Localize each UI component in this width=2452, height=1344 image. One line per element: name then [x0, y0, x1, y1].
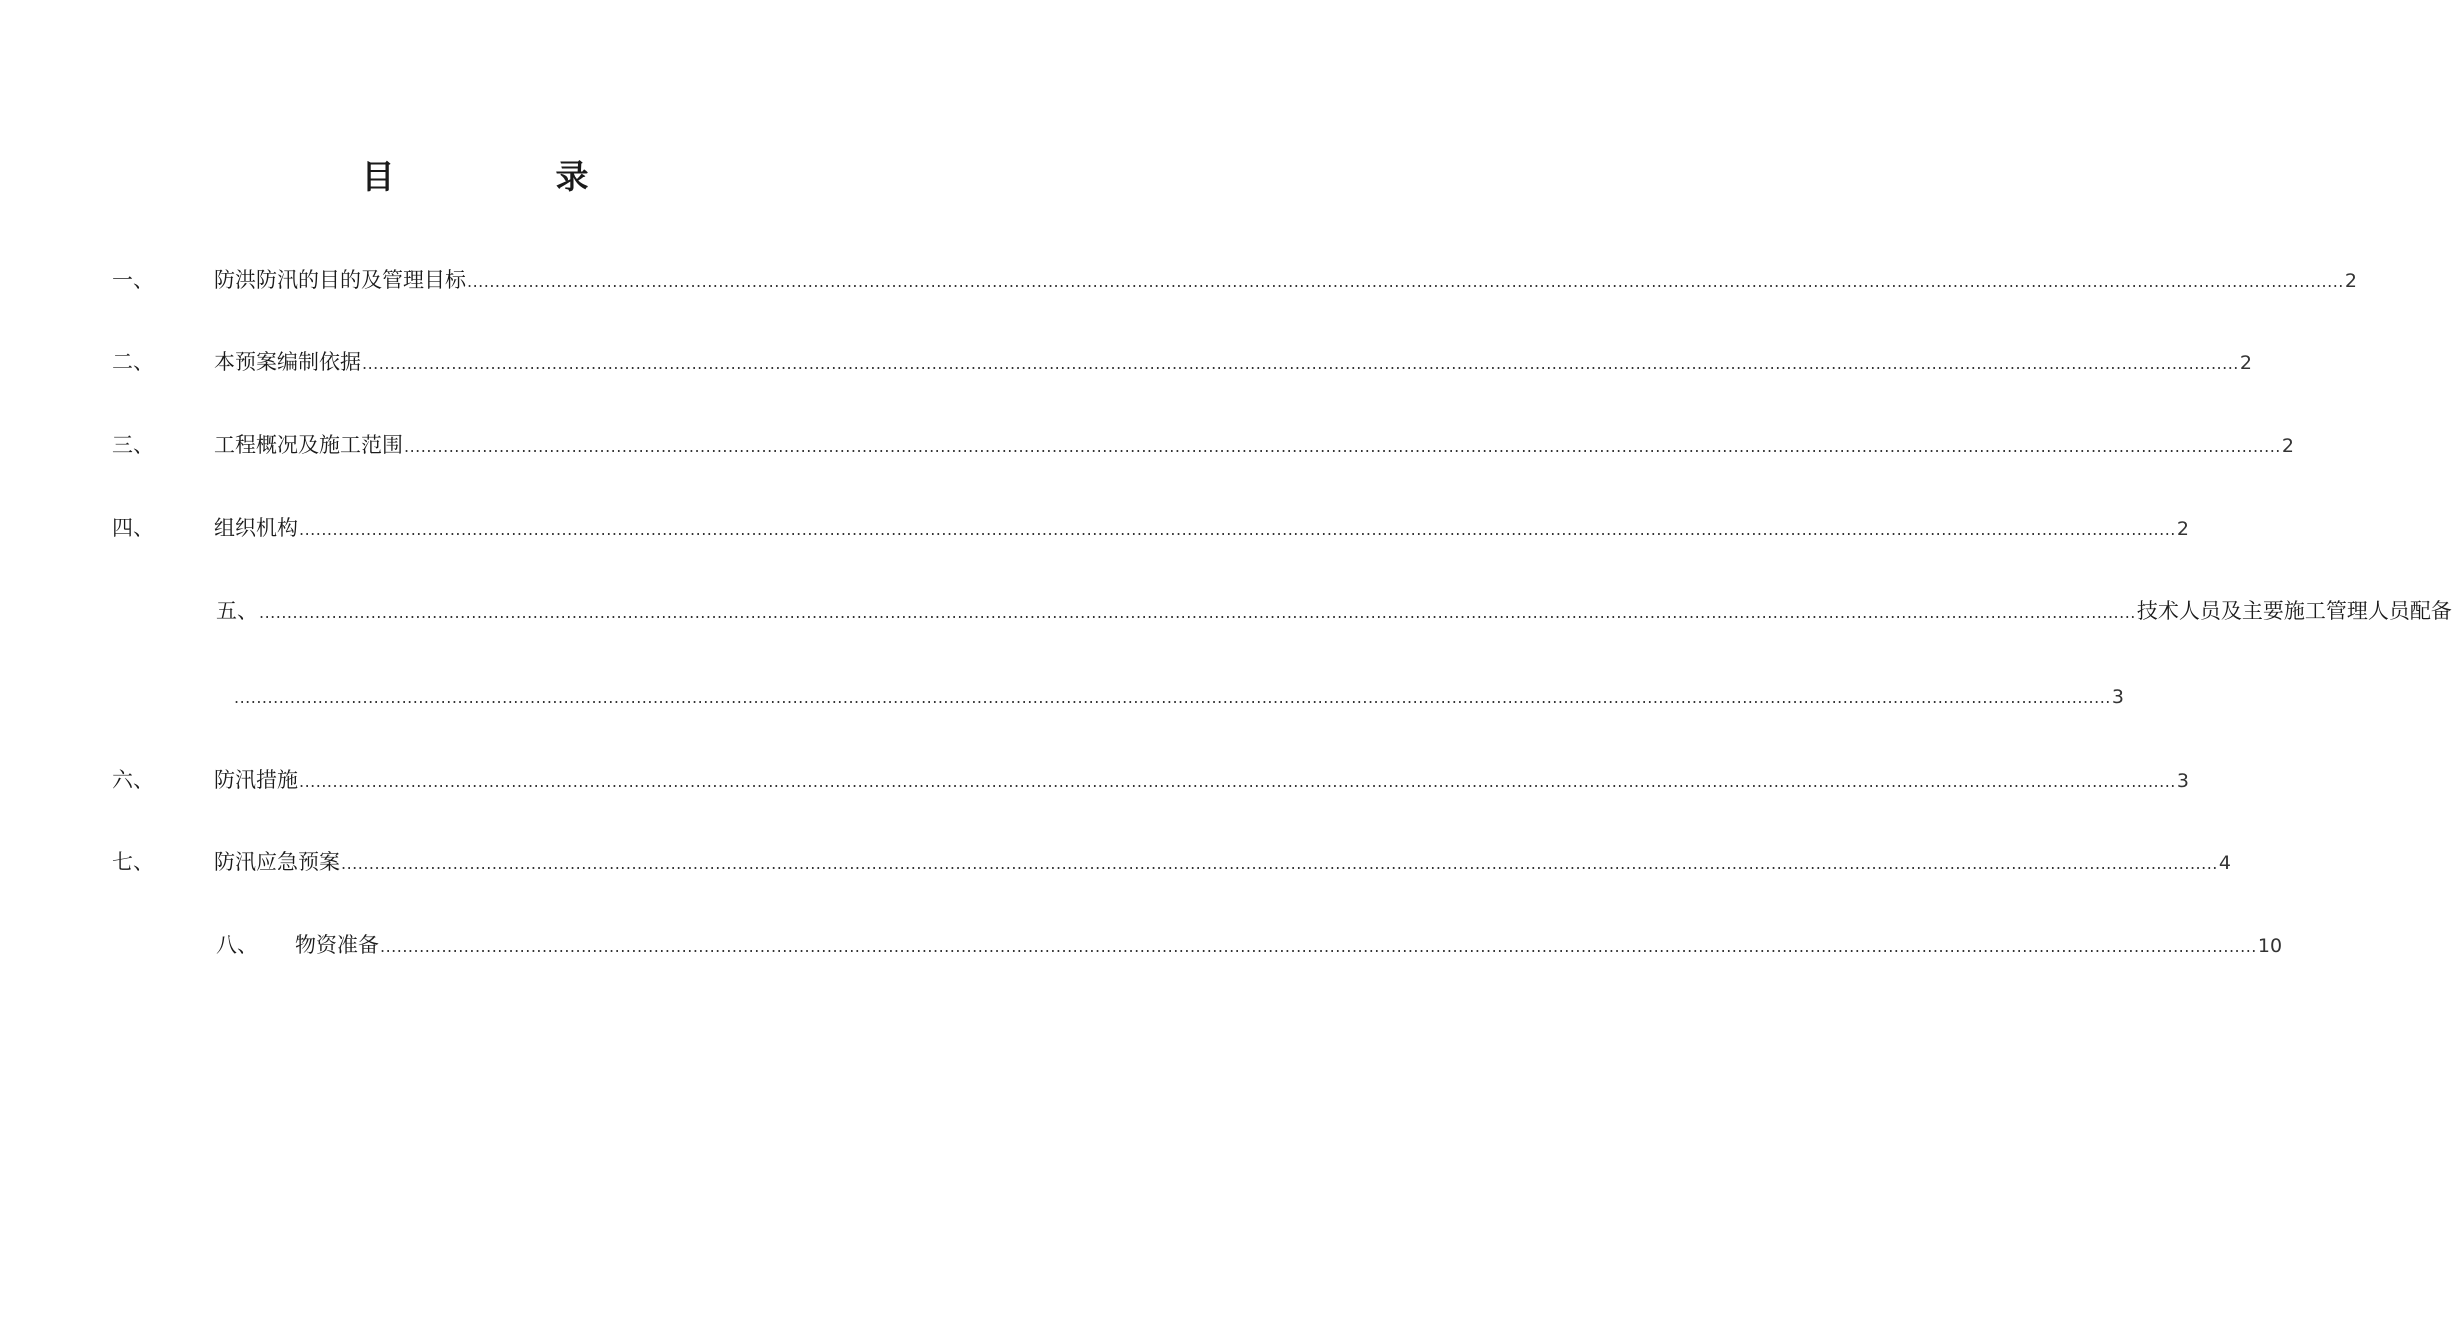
toc-dot-leader: ................................................................................................................................................................................................................................................................................................................................................: [362, 354, 2239, 373]
toc-dot-leader: ................................................................................................................................................................................................................................................................................................................................................: [380, 937, 2257, 956]
toc-dot-leader: ................................................................................................................................................................................................................................................................................................................................................: [299, 520, 2176, 539]
toc-entry-number: 一、: [112, 268, 154, 292]
toc-page-number: 2: [2281, 435, 2294, 457]
toc-entry-5-continuation[interactable]: [233, 682, 2124, 712]
toc-page-number: 4: [2218, 852, 2231, 874]
toc-entry-title: 防汛应急预案: [214, 850, 340, 874]
toc-entry-title: 技术人员及主要施工管理人员配备: [2136, 599, 2452, 623]
toc-page-number: 10: [2257, 935, 2283, 957]
page-title: 目 录: [361, 157, 653, 196]
toc-page-number: 2: [2344, 270, 2357, 292]
toc-entry-title: 防汛措施: [214, 768, 298, 792]
toc-entry-title: 防洪防汛的目的及管理目标: [214, 268, 466, 292]
toc-entry-8[interactable]: [216, 930, 2283, 960]
toc-dot-leader: ................................................................................................................................................................................................................................................................................................................................................: [467, 272, 2344, 291]
toc-page-number: 3: [2176, 770, 2189, 792]
toc-entry-7[interactable]: [112, 847, 2231, 877]
toc-entry-number: 四、: [112, 516, 154, 540]
toc-entry-number: 二、: [112, 350, 154, 374]
toc-entry-number: 六、: [112, 768, 154, 792]
toc-entry-title: 物资准备: [295, 933, 379, 957]
toc-dot-leader: ................................................................................................................................................................................................................................................................................................................................................: [341, 854, 2218, 873]
toc-entry-title: 组织机构: [214, 516, 298, 540]
toc-entry-3[interactable]: [112, 430, 2294, 460]
toc-entry-number: 七、: [112, 850, 154, 874]
toc-dot-leader: ................................................................................................................................................................................................................................................................................................................................................: [234, 688, 2111, 707]
toc-entry-number: 三、: [112, 433, 154, 457]
toc-dot-leader: ................................................................................................................................................................................................................................................................................................................................................: [404, 437, 2281, 456]
toc-entry-5[interactable]: [216, 596, 2452, 626]
toc-dot-leader: ................................................................................................................................................................................................................................................................................................................................................: [259, 603, 2136, 622]
toc-entry-title: 本预案编制依据: [214, 350, 361, 374]
toc-page-number: 2: [2239, 352, 2252, 374]
toc-entry-6[interactable]: [112, 765, 2189, 795]
toc-entry-number: 五、: [216, 599, 258, 623]
toc-entry-number: 八、: [216, 933, 258, 957]
toc-entry-4[interactable]: [112, 513, 2189, 543]
toc-page-number: 2: [2176, 518, 2189, 540]
toc-entry-title: 工程概况及施工范围: [214, 433, 403, 457]
toc-entry-2[interactable]: [112, 347, 2252, 377]
toc-entry-1[interactable]: [112, 265, 2357, 295]
toc-page-number: 3: [2111, 686, 2124, 708]
toc-dot-leader: ................................................................................................................................................................................................................................................................................................................................................: [299, 772, 2176, 791]
